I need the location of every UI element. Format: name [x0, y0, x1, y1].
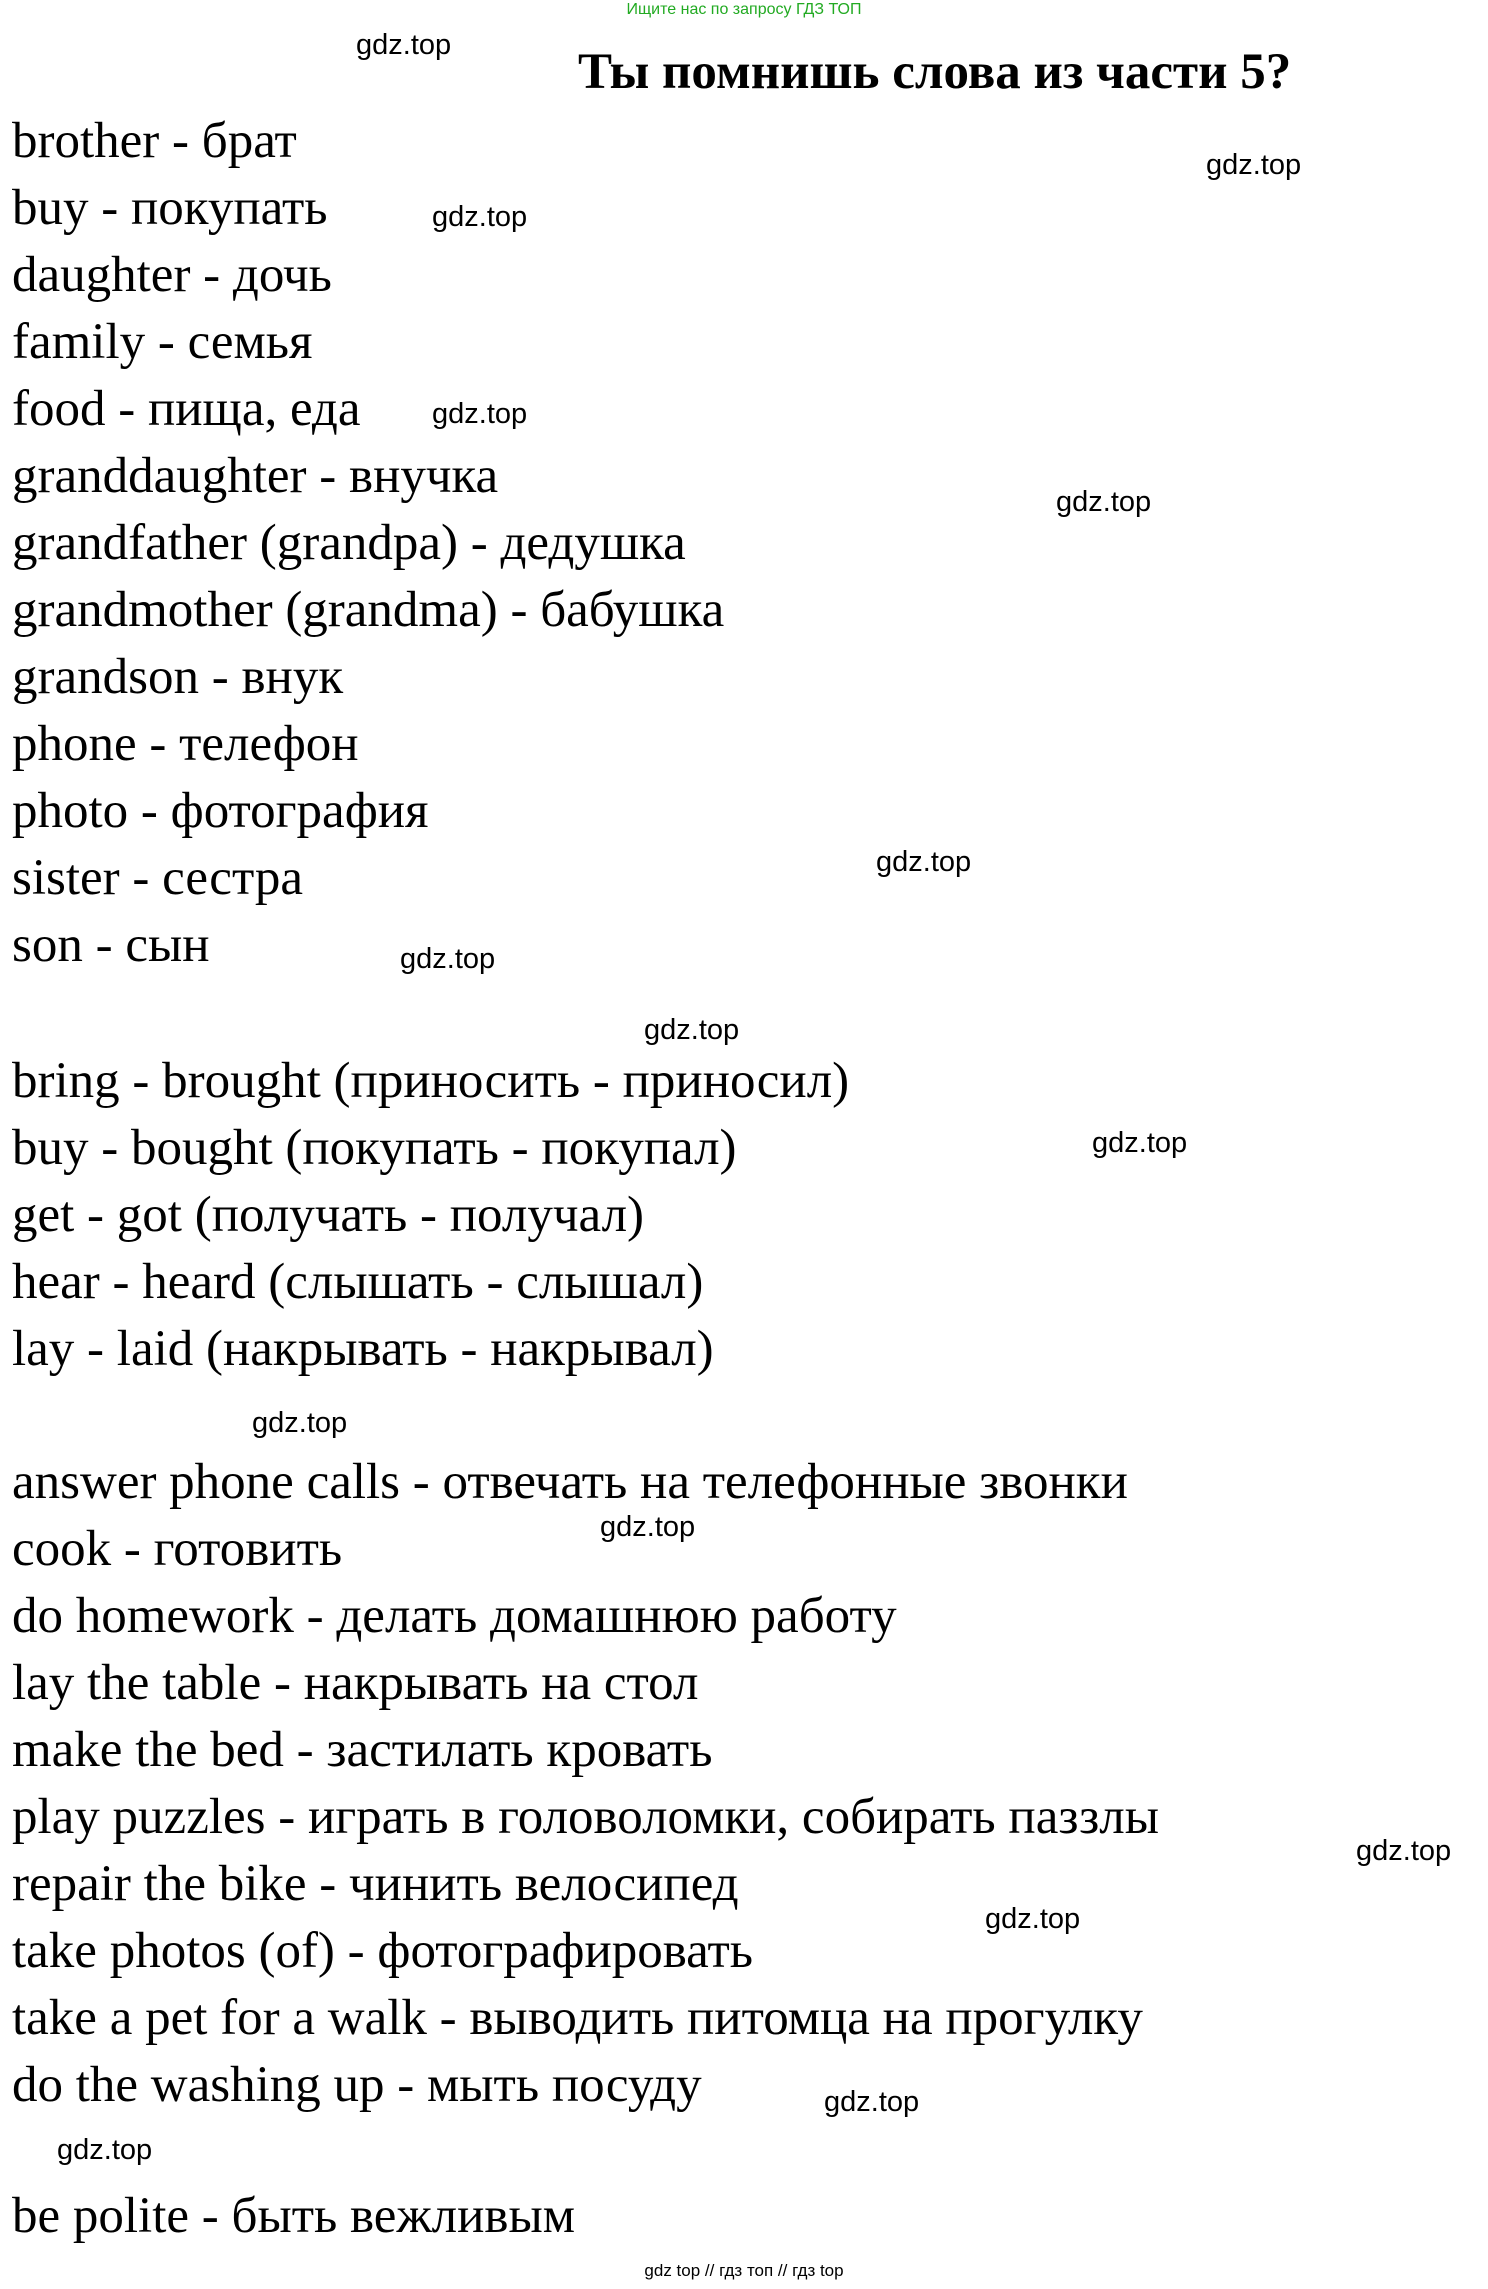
vocab-item: hear - heard (слышать - слышал) — [12, 1254, 704, 1310]
vocab-item: be polite - быть вежливым — [12, 2188, 576, 2244]
vocab-item: phone - телефон — [12, 716, 359, 772]
vocab-item: granddaughter - внучка — [12, 448, 499, 504]
vocab-group-chores — [12, 1449, 1159, 2119]
watermark: gdz.top — [1206, 149, 1302, 181]
vocab-item: get - got (получать - получал) — [12, 1187, 644, 1243]
vocab-item: bring - brought (приносить - приносил) — [12, 1053, 850, 1109]
vocab-group-nouns — [12, 108, 724, 979]
vocab-item: son - сын — [12, 917, 210, 973]
vocab-item: daughter - дочь — [12, 247, 332, 303]
vocab-item: buy - покупать — [12, 180, 328, 236]
footer-watermark: gdz top // гдз топ // гдз top — [644, 2261, 844, 2280]
vocab-item: sister - сестра — [12, 850, 303, 906]
watermark: gdz.top — [400, 943, 496, 975]
vocab-group-irregular-verbs — [12, 1048, 849, 1383]
watermark: gdz.top — [876, 846, 972, 878]
watermark: gdz.top — [252, 1407, 348, 1439]
top-banner: Ищите нас по запросу ГДЗ ТОП — [626, 1, 862, 18]
vocab-item: family - семья — [12, 314, 313, 370]
vocab-item: brother - брат — [12, 113, 297, 169]
vocab-item: lay - laid (накрывать - накрывал) — [12, 1321, 714, 1377]
watermark: gdz.top — [824, 2086, 920, 2118]
vocab-item: buy - bought (покупать - покупал) — [12, 1120, 737, 1176]
page-title: Ты помнишь слова из части 5? — [578, 44, 1292, 100]
vocab-item: cook - готовить — [12, 1521, 343, 1577]
watermark: gdz.top — [1092, 1127, 1188, 1159]
vocab-item: grandson - внук — [12, 649, 344, 705]
watermark: gdz.top — [644, 1014, 740, 1046]
vocab-item: take photos (of) - фотографировать — [12, 1923, 754, 1979]
vocab-group-manners — [12, 2183, 575, 2250]
vocab-item: take a pet for a walk - выводить питомца на прогулку — [12, 1990, 1143, 2046]
watermark: gdz.top — [1356, 1835, 1452, 1867]
vocab-item: photo - фотография — [12, 783, 429, 839]
vocab-item: repair the bike - чинить велосипед — [12, 1856, 739, 1912]
watermark: gdz.top — [356, 29, 452, 61]
vocab-item: play puzzles - играть в головоломки, собирать паззлы — [12, 1789, 1159, 1845]
watermark: gdz.top — [432, 398, 528, 430]
vocab-item: grandfather (grandpa) - дедушка — [12, 515, 686, 571]
watermark: gdz.top — [1056, 486, 1152, 518]
watermark: gdz.top — [600, 1511, 696, 1543]
watermark: gdz.top — [432, 201, 528, 233]
watermark: gdz.top — [57, 2134, 153, 2166]
vocab-item: do homework - делать домашнюю работу — [12, 1588, 897, 1644]
vocab-item: do the washing up - мыть посуду — [12, 2057, 702, 2113]
vocab-item: answer phone calls - отвечать на телефонные звонки — [12, 1454, 1128, 1510]
watermark: gdz.top — [985, 1903, 1081, 1935]
vocab-item: lay the table - накрывать на стол — [12, 1655, 699, 1711]
vocab-item: food - пища, еда — [12, 381, 361, 437]
vocab-item: grandmother (grandma) - бабушка — [12, 582, 725, 638]
vocab-item: make the bed - застилать кровать — [12, 1722, 713, 1778]
